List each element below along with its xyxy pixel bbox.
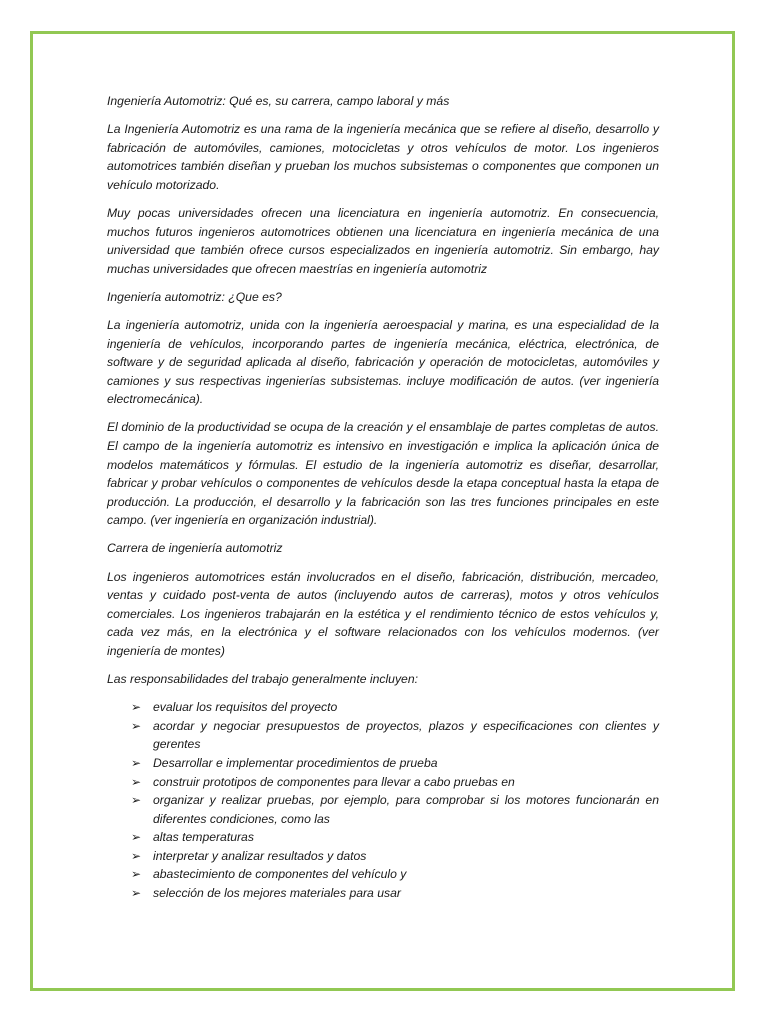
list-item-text: evaluar los requisitos del proyecto — [153, 700, 338, 715]
list-item-text: selección de los mejores materiales para usar — [153, 886, 401, 901]
arrow-bullet-icon: ➢ — [131, 886, 142, 901]
list-item — [107, 828, 659, 847]
list-item-text: acordar y negociar presupuestos de proyectos, plazos y especificaciones con clientes y gerentes — [153, 718, 659, 752]
list-item-text: abastecimiento de componentes del vehículo y — [153, 867, 407, 882]
arrow-bullet-icon: ➢ — [131, 830, 142, 845]
list-item — [107, 698, 659, 717]
arrow-bullet-icon: ➢ — [131, 755, 142, 770]
intro-paragraph-2: Muy pocas universidades ofrecen una licenciatura en ingeniería automotriz. En consecuencia, muchos futuros ingenieros automotrices obtienen una licenciatura en ingeniería mecánica de una universidad que también ofrece cursos especializados en ingeniería automotriz. Sin embargo, hay muchas universidades que ofrecen maestrías en ingeniería automotriz — [107, 205, 659, 276]
document-body — [107, 92, 659, 903]
arrow-bullet-icon: ➢ — [131, 774, 142, 789]
list-item-text: Desarrollar e implementar procedimientos de prueba — [153, 755, 438, 770]
section1-paragraph-2: El dominio de la productividad se ocupa de la creación y el ensamblaje de partes completas de autos. El campo de la ingeniería automotriz es intensivo en investigación e implica la aplicación única de modelos matemáticos y fórmulas. El estudio de la ingeniería automotriz es diseñar, desarrollar, fabricar y probar vehículos o componentes de vehículos desde la etapa conceptual hasta la etapa de producción. La producción, el desarrollo y la fabricación son las tres funciones principales en este campo. (ver ingeniería en organización industrial). — [107, 420, 659, 528]
responsibilities-list — [107, 698, 659, 903]
list-item — [107, 865, 659, 884]
list-item-text: construir prototipos de componentes para llevar a cabo pruebas en — [153, 774, 515, 789]
list-item — [107, 884, 659, 903]
list-item — [107, 847, 659, 866]
list-item-text: altas temperaturas — [153, 830, 254, 845]
list-item-text: organizar y realizar pruebas, por ejemplo, para comprobar si los motores funcionarán en diferentes condiciones, como las — [153, 793, 659, 826]
arrow-bullet-icon: ➢ — [131, 867, 142, 882]
section-heading-carrera: Carrera de ingeniería automotriz — [107, 541, 283, 556]
intro-paragraph-1: La Ingeniería Automotriz es una rama de la ingeniería mecánica que se refiere al diseño, desarrollo y fabricación de automóviles, camiones, motocicletas y otros vehículos de motor. Los ingenieros automotrices también diseñan y prueban los muchos subsistemas o componentes que componen un vehículo motorizado. — [107, 122, 659, 192]
document-title: Ingeniería Automotriz: Qué es, su carrera, campo laboral y más — [107, 94, 450, 108]
list-item-text: interpretar y analizar resultados y datos — [153, 848, 367, 863]
arrow-bullet-icon: ➢ — [131, 848, 142, 863]
list-item — [107, 754, 659, 773]
section2-paragraph: Los ingenieros automotrices están involucrados en el diseño, fabricación, distribución, mercadeo, ventas y cuidado post-venta de autos (incluyendo autos de carreras), motos y otros vehículos comerciales. Los ingenieros trabajarán en la estética y el rendimiento técnico de estos vehículos y, cada vez más, en la electrónica y el software relacionados con los vehículos modernos. (ver ingeniería de montes) — [107, 569, 659, 658]
section1-paragraph-1: La ingeniería automotriz, unida con la ingeniería aeroespacial y marina, es una especialidad de la ingeniería de vehículos, incorporando partes de ingeniería mecánica, eléctrica, electrónica, de software y de seguridad aplicada al diseño, fabricación y operación de motocicletas, automóviles y camiones y sus respectivas ingenierías subsistemas. incluye modificación de autos. (ver ingeniería electromecánica). — [107, 317, 659, 407]
list-item — [107, 791, 659, 828]
list-item — [107, 717, 659, 754]
arrow-bullet-icon: ➢ — [131, 793, 142, 808]
arrow-bullet-icon: ➢ — [131, 700, 142, 715]
list-intro: Las responsabilidades del trabajo generalmente incluyen: — [107, 672, 418, 687]
section-heading-que-es: Ingeniería automotriz: ¿Que es? — [107, 289, 282, 304]
arrow-bullet-icon: ➢ — [131, 718, 142, 733]
list-item — [107, 773, 659, 792]
